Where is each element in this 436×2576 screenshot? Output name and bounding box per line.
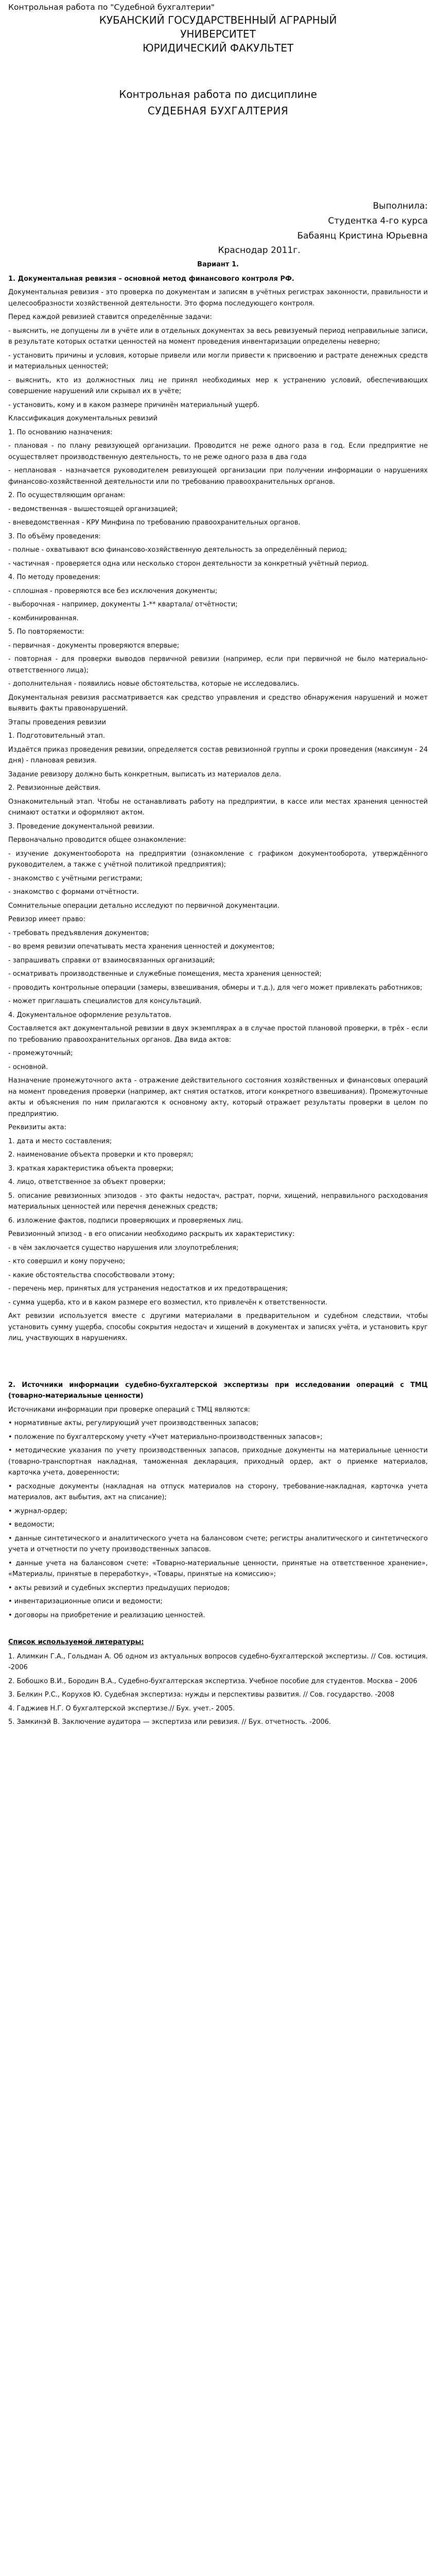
section1-paragraph: - ведомственная - вышестоящей организацией; xyxy=(8,505,178,513)
section1-paragraph: Классификация документальных ревизий xyxy=(8,415,158,422)
section1-paragraph: - вневедомственная - КРУ Минфина по требованию правоохранительных органов. xyxy=(8,519,301,527)
section1-paragraph: - изучение документооборота на предприятии (ознакомление с графиком документооборота, утверждённого руководителем, а также с учётной политикой предприятия); xyxy=(8,850,428,869)
section2-paragraph: • нормативные акты, регулирующий учет производственных запасов; xyxy=(8,1419,259,1427)
section1-paragraph: 4. лицо, ответственное за объект проверки; xyxy=(8,1178,166,1186)
section1-paragraph: - дополнительная - появились новые обстоятельства, которые не исследовались. xyxy=(8,680,300,688)
section1-paragraph: - основной. xyxy=(8,1063,48,1071)
section1-paragraph: - выяснить, не допущены ли в учёте или в отдельных документах за весь ревизуемый период неправильные записи, в результате которых остатки ценностей на момент проведения инвентаризации определены неверно; xyxy=(8,327,428,346)
section2-paragraph: • данные учета на балансовом счете: «Товарно-материальные ценности, принятые на ответственное хранение», «Материалы, принятые в переработку», «Товары, принятые на комиссию»; xyxy=(8,1559,428,1578)
section2-paragraph: • договоры на приобретение и реализацию ценностей. xyxy=(8,1611,205,1619)
section1-paragraph: - выборочная - например, документы 1-** квартала/ отчётности; xyxy=(8,601,238,608)
section1-paragraph: Документальная ревизия - это проверка по документам и записям в учётных регистрах законности, правильности и целесообразности хозяйственной деятельности. Это форма последующего контроля. xyxy=(8,289,428,308)
section2-paragraph: • положение по бухгалтерскому учету «Учет материально-производственных запасов»; xyxy=(8,1433,323,1441)
city-year: Краснодар 2011г. xyxy=(218,245,301,256)
section1-paragraph: - частичная - проверяется одна или несколько сторон деятельности за конкретный учётный период. xyxy=(8,560,369,568)
section1-paragraph: - промежуточный; xyxy=(8,1049,73,1057)
student-name: Бабаянц Кристина Юрьевна xyxy=(297,231,428,241)
section2-title: 2. Источники информации судебно-бухгалтерской экспертизы при исследовании операций с ТМЦ (товарно-материальные ценности) xyxy=(8,1381,428,1400)
section1-paragraph: - требовать предъявления документов; xyxy=(8,929,149,937)
university-name-line1: КУБАНСКИЙ ГОСУДАРСТВЕННЫЙ АГРАРНЫЙ xyxy=(99,14,337,26)
section1-paragraph: - сумма ущерба, кто и в каком размере его возместил, кто привлечён к ответственности. xyxy=(8,1298,327,1307)
literature-title: Список используемой литературы: xyxy=(8,1638,144,1646)
section2-paragraph: • журнал-ордер; xyxy=(8,1507,67,1515)
section1-paragraph: Издаётся приказ проведения ревизии, определяется состав ревизионной группы и сроки проведения (максимум - 24 дня) - плановая ревизия. xyxy=(8,745,428,765)
section1-paragraph: - выяснить, кто из должностных лиц не принял необходимых мер к устранению условий, обеспечивающих совершение нарушений или скрывал их в учёте; xyxy=(8,376,428,395)
section1-paragraph: - может приглашать специалистов для консультаций. xyxy=(8,997,202,1005)
section1-paragraph: - в чём заключается существо нарушения или злоупотребления; xyxy=(8,1244,239,1252)
performed-label: Выполнила: xyxy=(373,201,428,211)
section1-paragraph: - осматривать производственные и служебные помещения, места хранения ценностей; xyxy=(8,970,322,978)
section2-paragraph: • инвентаризационные описи и ведомости; xyxy=(8,1598,163,1605)
section1-paragraph: Перед каждой ревизией ставится определённые задачи: xyxy=(8,313,212,321)
section1-paragraph: - знакомство с учётными регистрами; xyxy=(8,874,143,883)
section1-paragraph: 3. краткая характеристика объекта проверки; xyxy=(8,1164,174,1173)
section1-paragraph: 4. Документальное оформление результатов. xyxy=(8,1011,171,1019)
section1-paragraph: Ревизионный эпизод - в его описании необходимо раскрыть их характеристику: xyxy=(8,1230,295,1238)
section1-paragraph: Первоначально проводится общее ознакомление: xyxy=(8,836,186,844)
section2-paragraph: Источниками информации при проверке операций с ТМЦ являются: xyxy=(8,1405,250,1414)
literature-item: 4. Гаджиев Н.Г. О бухгалтерской экспертизе.// Бух. учет.- 2005. xyxy=(8,1704,235,1713)
section1-paragraph: 5. По повторяемости: xyxy=(8,628,84,636)
section1-paragraph: - запрашивать справки от взаимосвязанных организаций; xyxy=(8,956,215,964)
section1-paragraph: - во время ревизии опечатывать места хранения ценностей и документов; xyxy=(8,943,275,951)
section1-paragraph: Задание ревизору должно быть конкретным, выписать из материалов дела. xyxy=(8,770,281,778)
section1-paragraph: 2. наименование объекта проверки и кто проверял; xyxy=(8,1151,194,1159)
section1-paragraph: - перечень мер, принятых для устранения недостатков и их предотвращения; xyxy=(8,1285,288,1293)
section1-paragraph: 2. По осуществляющим органам: xyxy=(8,492,126,499)
section1-paragraph: Документальная ревизия рассматривается как средство управления и средство обнаружения нарушений и может выявить факты правонарушений. xyxy=(8,693,428,713)
literature-item: 2. Бобошко В.И., Бородин В.А., Судебно-бухгалтерская экспертиза. Учебное пособие для студентов. Москва – 2006 xyxy=(8,1677,417,1685)
student-course: Студентка 4-го курса xyxy=(328,216,428,226)
section2-paragraph: • ведомости; xyxy=(8,1521,55,1529)
faculty-name: ЮРИДИЧЕСКИЙ ФАКУЛЬТЕТ xyxy=(142,42,294,54)
section1-paragraph: - какие обстоятельства способствовали этому; xyxy=(8,1271,175,1279)
section1-paragraph: - установить, кому и в каком размере причинён материальный ущерб. xyxy=(8,401,260,409)
section1-paragraph: - сплошная - проверяются все без исключения документы; xyxy=(8,587,218,595)
section2-paragraph: • акты ревизий и судебных экспертиз предыдущих периодов; xyxy=(8,1584,230,1592)
literature-item: 3. Белкин Р.С., Корухов Ю. Судебная экспертиза: нужды и перспективы развития. // Сов. государство. -2008 xyxy=(8,1691,395,1699)
section1-paragraph: - проводить контрольные операции (замеры, взвешивания, обмеры и т.д.), для чего может привлекать работников; xyxy=(8,984,423,992)
section1-paragraph: 2. Ревизионные действия. xyxy=(8,784,101,792)
section1-paragraph: - установить причины и условия, которые привели или могли привести к присвоению и растрате денежных средств и материальных ценностей; xyxy=(8,351,428,370)
section1-paragraph: Составляется акт документальной ревизии в двух экземплярах а в случае простой плановой проверки, в трёх - если по требованию правоохранительных органов. Два вида актов: xyxy=(8,1025,428,1044)
section1-paragraph: 1. По основанию назначения: xyxy=(8,428,113,436)
university-name-line2: УНИВЕРСИТЕТ xyxy=(180,28,256,40)
variant-label: Вариант 1. xyxy=(197,261,239,268)
running-title: Контрольная работа по "Судебной бухгалтерии" xyxy=(8,3,215,12)
section1-paragraph: Назначение промежуточного акта - отражение действительного состояния хозяйственных и финансовых операций на момент проведения проверки (например, акт снятия остатков, итоги конкретного взвешивания). Промежуточные акты и объяснения по ним прилагаются к основному акту, который отражает результаты проверки в целом по предприятию. xyxy=(8,1077,428,1118)
work-subject: СУДЕБНАЯ БУХГАЛТЕРИЯ xyxy=(147,105,289,117)
literature-item: 5. Замкинэй В. Заключение аудитора — экспертиза или ревизия. // Бух. отчетность. -2006. xyxy=(8,1718,331,1726)
literature-item: 1. Алимкин Г.А., Гольдман А. Об одном из актуальных вопросов судебно-бухгалтерской экспертизы. // Сов. юстиция. -2006 xyxy=(8,1652,428,1671)
section1-paragraph: - первичная - документы проверяются впервые; xyxy=(8,641,180,650)
section1-paragraph: 3. Проведение документальной ревизии. xyxy=(8,822,154,831)
section1-paragraph: 1. дата и место составления; xyxy=(8,1137,112,1145)
literature-list xyxy=(8,1651,428,1728)
section1-paragraph: Сомнительные операции детально исследуют по первичной документации. xyxy=(8,902,280,910)
section2-paragraph: • данные синтетического и аналитического учета на балансовом счете; регистры аналитического и синтетического учета и отчетности по учету производственных запасов. xyxy=(8,1534,428,1553)
section1-paragraph: Ознакомительный этап. Чтобы не останавливать работу на предприятии, в кассе или местах хранения ценностей снимают остатки и оформляют актом. xyxy=(8,798,428,817)
section1-paragraph: - комбинированная. xyxy=(8,614,79,622)
section2-paragraph: • методические указания по учету производственных запасов, приходные документы на материальные ценности (товарно-транспортная накладная, таможенная декларация, приходный ордер, акт о приемке материалов, карточка учета, доверенности; xyxy=(8,1447,428,1477)
section1-paragraph: - неплановая - назначается руководителем ревизующей организации при получении информации о нарушениях финансово-хозяйственной деятельности или по требованию правоохранительных органов. xyxy=(8,467,428,486)
section1-paragraph: - полные - охватывают всю финансово-хозяйственную деятельность за определённый период; xyxy=(8,546,347,554)
section1-paragraph: Акт ревизии используется вместе с другими материалами в предварительном и судебном следствии, чтобы установить сумму ущерба, способы сокрытия недостач и хищений в документах и записях учёта, и установить круг лиц, участвующих в нарушениях. xyxy=(8,1312,428,1342)
section1-paragraph: - кто совершил и кому поручено; xyxy=(8,1258,126,1265)
section1-paragraph: Этапы проведения ревизии xyxy=(8,718,106,726)
section1-title: 1. Документальная ревизия – основной метод финансового контроля РФ. xyxy=(8,275,294,283)
work-title: Контрольная работа по дисциплине xyxy=(119,88,317,100)
section1-paragraph: - знакомство с формами отчётности. xyxy=(8,888,139,896)
section1-paragraph: 1. Подготовительный этап. xyxy=(8,732,105,740)
section1-paragraph: 6. изложение фактов, подписи проверяющих и проверяемых лиц. xyxy=(8,1216,243,1225)
section1-paragraph: Ревизор имеет право: xyxy=(8,916,85,923)
section1-paragraph: 4. По методу проведения: xyxy=(8,573,101,581)
section1-paragraph: - повторная - для проверки выводов первичной ревизии (например, если при первичной не было материально-ответственного лица); xyxy=(8,655,428,674)
section1-paragraph: Реквизиты акта: xyxy=(8,1124,66,1131)
section1-paragraph: 5. описание ревизионных эпизодов - это факты недостач, растрат, порчи, хищений, неправильного расходования материальных ценностей или перечня денежных средств; xyxy=(8,1192,428,1211)
section2-paragraph: • расходные документы (накладная на отпуск материалов на сторону, требование-накладная, карточка учета материалов, акт выбытия, акт на списание); xyxy=(8,1482,428,1501)
section1-body xyxy=(8,287,428,1344)
section1-paragraph: 3. По объёму проведения: xyxy=(8,532,101,540)
section2-body xyxy=(8,1404,428,1621)
section1-paragraph: - плановая - по плану ревизующей организации. Проводится не реже одного раза в год. Если предприятие не осуществляет производственную деятельность, то не реже одного раза в два года xyxy=(8,442,428,461)
